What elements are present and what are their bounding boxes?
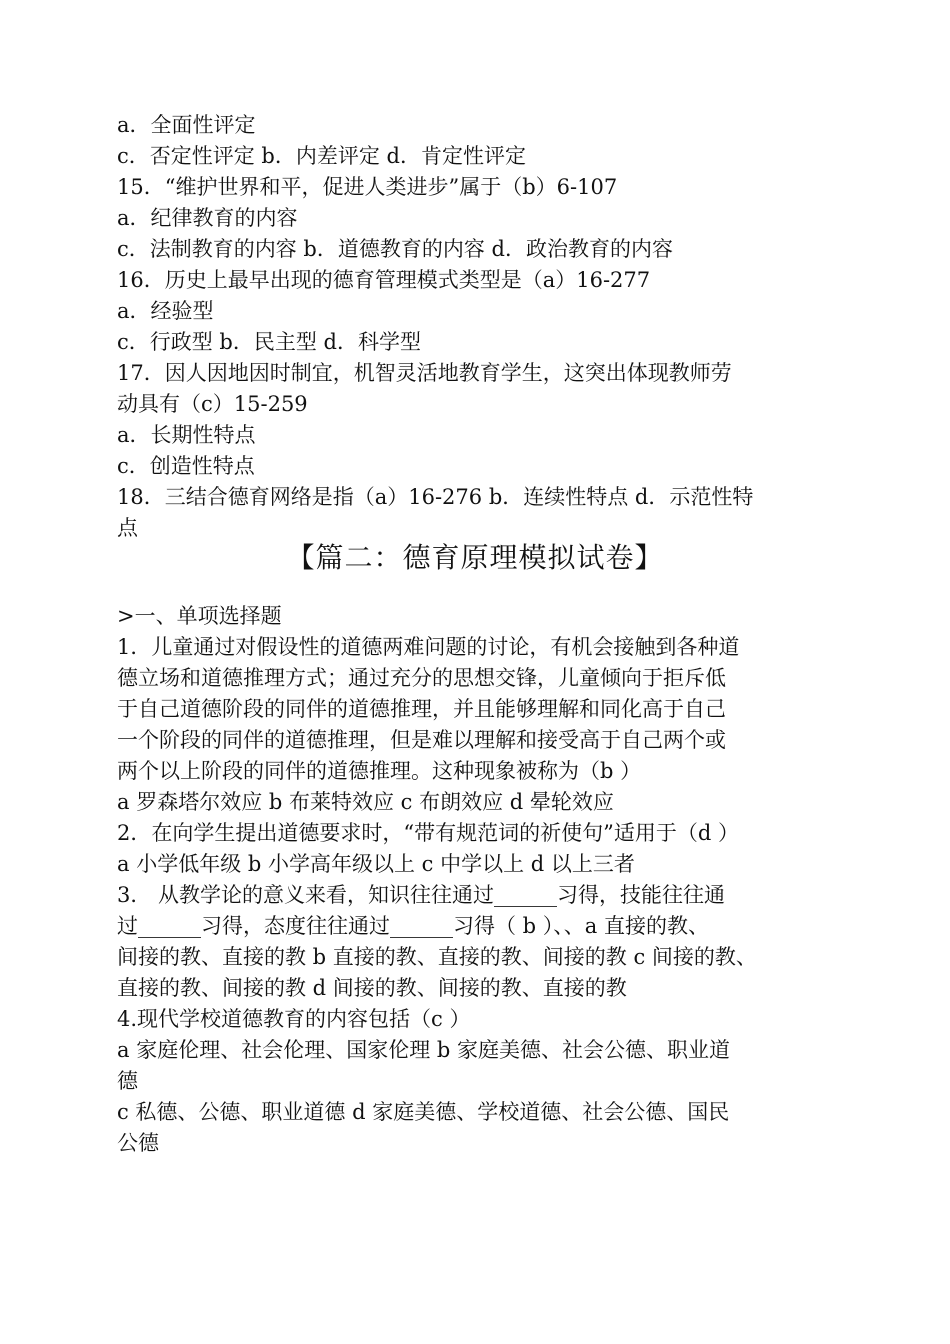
text-line: 16．历史上最早出现的德育管理模式类型是（a）16-277 xyxy=(117,268,651,292)
text-line: 15．“维护世界和平，促进人类进步”属于（b）6-107 xyxy=(117,175,618,199)
text-line: a 罗森塔尔效应 b 布莱特效应 c 布朗效应 d 晕轮效应 xyxy=(117,790,614,814)
text-line: 4.现代学校道德教育的内容包括（c ） xyxy=(117,1007,471,1031)
text-line: a．全面性评定 xyxy=(117,113,256,137)
text-line: 德立场和道德推理方式；通过充分的思想交锋，儿童倾向于拒斥低 xyxy=(117,666,726,690)
text-line: c 私德、公德、职业道德 d 家庭美德、学校道德、社会公德、国民 xyxy=(117,1100,730,1124)
text-line: 于自己道德阶段的同伴的道德推理，并且能够理解和同化高于自己 xyxy=(117,697,726,721)
text-line: 2．在向学生提出道德要求时，“带有规范词的祈使句”适用于（d ） xyxy=(117,821,739,845)
section-title: 【篇二：德育原理模拟试卷】 xyxy=(286,541,664,574)
text-line: 18．三结合德育网络是指（a）16-276 b．连续性特点 d．示范性特 xyxy=(117,485,754,509)
text-line: 过______习得，态度往往通过______习得（ b ）、、a 直接的教、 xyxy=(117,914,709,938)
text-line: a．长期性特点 xyxy=(117,423,256,447)
section-heading: >一、单项选择题 xyxy=(117,604,282,628)
text-line: a．纪律教育的内容 xyxy=(117,206,298,230)
text-line: a 小学低年级 b 小学高年级以上 c 中学以上 d 以上三者 xyxy=(117,852,635,876)
text-line: c．创造性特点 xyxy=(117,454,255,478)
text-line: 3． 从教学论的意义来看，知识往往通过______习得，技能往往通 xyxy=(117,883,726,907)
text-line: c．行政型 b．民主型 d．科学型 xyxy=(117,330,421,354)
text-line: c．否定性评定 b．内差评定 d．肯定性评定 xyxy=(117,144,526,168)
text-line: 间接的教、直接的教 b 直接的教、直接的教、间接的教 c 间接的教、 xyxy=(117,945,757,969)
text-line: 1．儿童通过对假设性的道德两难问题的讨论，有机会接触到各种道 xyxy=(117,635,740,659)
text-line: 两个以上阶段的同伴的道德推理。这种现象被称为（b ） xyxy=(117,759,642,783)
text-line: c．法制教育的内容 b．道德教育的内容 d．政治教育的内容 xyxy=(117,237,673,261)
text-line: 点 xyxy=(117,516,138,540)
text-line: 公德 xyxy=(117,1131,159,1155)
text-line: 德 xyxy=(117,1069,138,1093)
text-line: 动具有（c）15-259 xyxy=(117,392,308,416)
text-line: 一个阶段的同伴的道德推理，但是难以理解和接受高于自己两个或 xyxy=(117,728,726,752)
text-line: 17．因人因地因时制宜，机智灵活地教育学生，这突出体现教师劳 xyxy=(117,361,732,385)
text-line: a．经验型 xyxy=(117,299,214,323)
text-line: a 家庭伦理、社会伦理、国家伦理 b 家庭美德、社会公德、职业道 xyxy=(117,1038,730,1062)
text-line: 直接的教、间接的教 d 间接的教、间接的教、直接的教 xyxy=(117,976,627,1000)
